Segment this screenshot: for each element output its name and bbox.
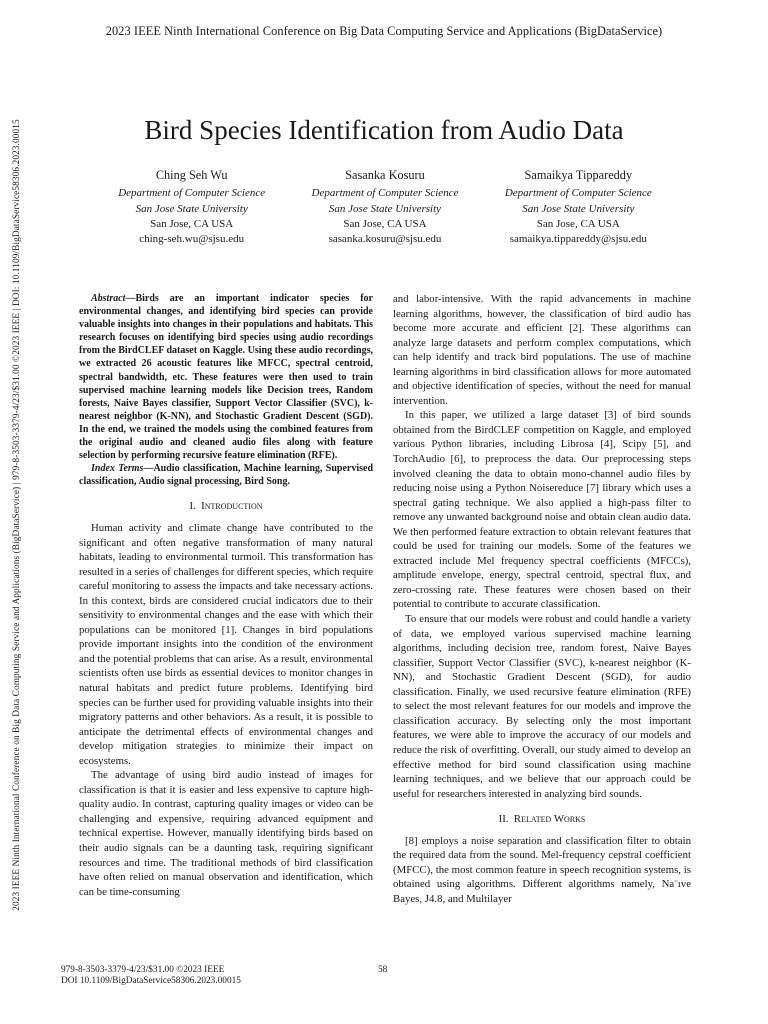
section-numeral: II.: [498, 813, 509, 826]
author-university: San Jose State University: [135, 202, 248, 215]
side-doi-strip: [10, 80, 24, 950]
section-title: Introduction: [201, 500, 263, 513]
intro-paragraph-4: To ensure that our models were robust and could handle a variety of data, we employed various supervised machine learning algorithms, including decision tree, random forest, Naive Bayes classifier, Support Vector Classifier (SVC), k-nearest neighbor (K-NN), and Stochastic Gradient Descent (SGD), for audio classification. Finally, we used recursive feature elimination (RFE) to select the most relevant features for our models and improve the classification accuracy. By selecting only the most important features, we were able to improve the accuracy of our models and reduce the risk of overfitting. Overall, our study aimed to develop an effective method for bird sound classification using machine learning techniques, and we believe that our approach could be useful for researchers interested in analyzing bird sounds.: [393, 613, 691, 800]
abstract: [79, 292, 373, 462]
author-location: San Jose, CA USA: [150, 217, 234, 230]
index-terms-label: Index Terms: [91, 463, 144, 475]
author-location: San Jose, CA USA: [536, 217, 620, 230]
abstract-text: —Birds are an important indicator species for environmental changes, and identifying bird species can provide valuable insights into changes in their populations and habitats. This research focuses on identifying bird species using audio recordings from the BirdCLEF dataset on Kaggle. Using these audio recordings, we extracted 26 acoustic features like MFCC, spectral centroid, spectral bandwidth, etc. These features were then used to train supervised machine learning models like Decision trees, Random forests, Naive Bayes classifier, Support Vector Classifier (SVC), k-nearest neighbor (K-NN), and Stochastic Gradient Descent (SGD). In the end, we trained the models using the combined features from the original audio and cleaned audio files along with feature selection by performing recursive feature elimination (RFE).: [79, 293, 373, 462]
section-heading-introduction: [79, 499, 373, 514]
author-name: Samaikya Tippareddy: [524, 168, 633, 182]
author-email: samaikya.tippareddy@sjsu.edu: [509, 233, 647, 246]
section-title: Related Works: [513, 813, 586, 826]
index-terms-text: —Audio classification, Machine learning, Supervised classification, Audio signal processing, Bird Song.: [79, 463, 374, 488]
intro-paragraph-3: In this paper, we utilized a large dataset [3] of bird sounds obtained from the BirdCLEF competition on Kaggle, and employed various Python libraries, including Librosa [4], Scipy [5], and TorchAudio [6], to preprocess the data. Our preprocessing steps involved cleaning the data to obtain mono-channel audio files by reducing noise using a Python Noisereduce [7] library which uses a spectral gating technique. We also applied a high-pass filter to remove any unwanted background noise and obtain clean audio data. We then performed feature extraction to obtain relevant features that could be used for training our models. Some of the features we extracted include Mel frequency spectral coefficients (MFCCs), amplitude envelope, energy, spectral centroid, spectral flux, and zero-crossing rate. These features were chosen based on their potential to contribute to accurate classification.: [393, 409, 692, 611]
intro-paragraph-1: Human activity and climate change have contributed to the significant and often negative transformation of many natural habitats, leading to environmental turmoil. This transformation has resulted in a series of challenges for different species, which require careful monitoring to assess the impacts and take necessary actions. In this context, birds are considered crucial indicators due to their sensitivity to environmental changes and the ease with which their populations can be monitored [1]. Changes in bird populations provide important insights into the condition of the environment and the potential problems that can arise. As a result, environmental scientists often use birds as essential devices to monitor changes in natural habitats and predict future problems. Identifying bird species can be further used for providing valuable insights into their migratory patterns and other behaviors. As a result, it is possible to anticipate the detrimental effects of environmental changes and develop mitigation strategies to minimize their impact on ecosystems.: [79, 521, 373, 767]
author-2: [288, 168, 481, 247]
author-department: Department of Computer Science: [504, 187, 652, 200]
author-block: [95, 168, 675, 247]
abstract-label: Abstract: [91, 293, 126, 304]
left-column: [79, 292, 373, 899]
author-university: San Jose State University: [328, 202, 442, 215]
related-paragraph-1: [8] employs a noise separation and classification filter to obtain the required data from the sound. Mel-frequency cepstral coefficient (MFCC), the most common feature in speech recognition systems, is obtained using algorithms. Different algorithms namely, Na¨ıve Bayes, J4.8, and Multilayer: [393, 834, 691, 905]
footer-doi: DOI 10.1109/BigDataService58306.2023.00015: [61, 976, 241, 986]
author-email: sasanka.kosuru@sjsu.edu: [328, 233, 442, 246]
section-numeral: I.: [189, 500, 196, 513]
author-name: Sasanka Kosuru: [345, 168, 425, 182]
intro-paragraph-2: The advantage of using bird audio instead of images for classification is that it is easier and less expensive to capture high-quality audio. In contrast, capturing quality images or video can be challenging and expensive, requiring advanced equipment and technical expertise. However, manually identifying birds based on their audio signals can be a daunting task, requiring significant resources and time. The traditional methods of bird classification have often relied on manual observation and identification, which can be time-consuming: [79, 769, 373, 898]
footer-isbn: 979-8-3503-3379-4/23/$31.00 ©2023 IEEE: [61, 965, 225, 975]
side-doi-text: 2023 IEEE Ninth International Conference on Big Data Computing Service and Applications (BigDataService) | 979-8-3503-3379-4/23/$31.00 ©2023 IEEE | DOI: 10.1109/BigDataService58306.2023.00015: [12, 119, 22, 911]
index-terms: [79, 462, 373, 488]
right-column: [393, 292, 691, 906]
footer-copyright: [61, 965, 241, 987]
page-number: 58: [378, 965, 388, 975]
paper-title: Bird Species Identification from Audio Data: [144, 115, 624, 145]
intro-paragraph-2-continued: and labor-intensive. With the rapid advancements in machine learning algorithms, however, the classification of bird audio has become more accurate and efficient [2]. These algorithms can analyze large datasets and perform complex computations, which can help identify and track bird populations. The use of machine learning algorithms in bird classification allows for more automated and objective identification of species, without the need for manual intervention.: [393, 293, 691, 407]
author-email: ching-seh.wu@sjsu.edu: [139, 233, 245, 246]
conference-header: 2023 IEEE Ninth International Conference on Big Data Computing Service and Applications (BigDataService): [105, 24, 663, 38]
author-department: Department of Computer Science: [118, 187, 266, 200]
author-department: Department of Computer Science: [311, 187, 459, 200]
author-location: San Jose, CA USA: [343, 217, 427, 230]
author-university: San Jose State University: [522, 202, 635, 215]
author-1: [95, 168, 288, 247]
author-name: Ching Seh Wu: [155, 168, 228, 182]
author-3: [482, 168, 675, 247]
section-heading-related-works: [393, 812, 691, 827]
